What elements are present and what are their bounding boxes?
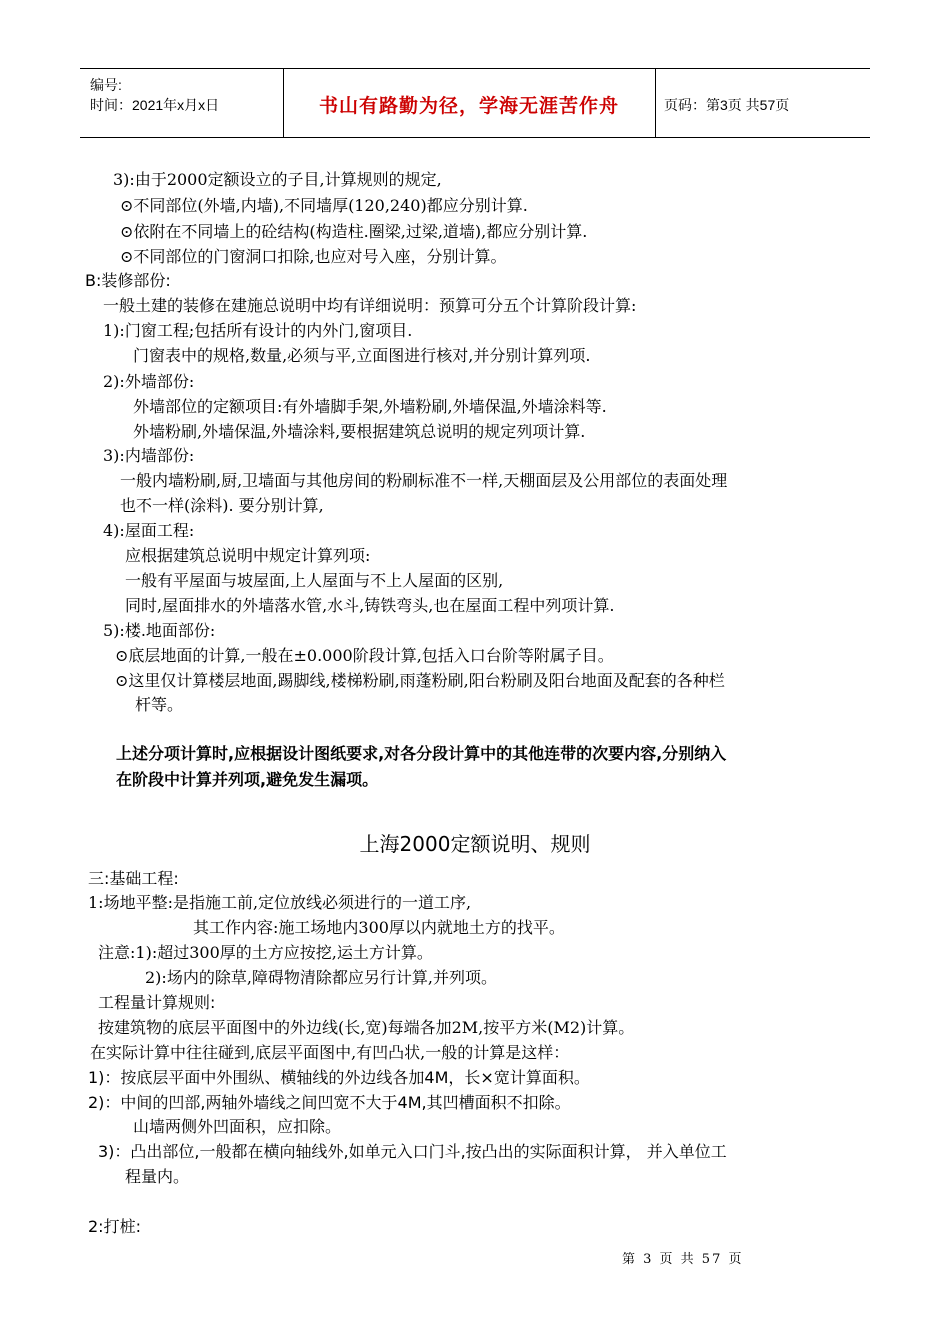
body-line: 3):内墙部份: <box>103 446 195 465</box>
page-footer: 第 3 页 共 57 页 <box>622 1252 744 1267</box>
summary-note: 上述分项计算时,应根据设计图纸要求,对各分段计算中的其他连带的次要内容,分别纳入 <box>116 744 727 763</box>
document-date: 时间：2021年x月x日 <box>90 97 220 113</box>
section-heading: 2:打桩: <box>88 1217 141 1236</box>
body-line: 2):场内的除草,障碍物清除都应另行计算,并列项。 <box>145 968 497 987</box>
body-line: 门窗表中的规格,数量,必须与平,立面图进行核对,并分别计算列项. <box>133 346 591 365</box>
header-motto: 书山有路勤为径，学海无涯苦作舟 <box>318 95 619 117</box>
body-line: 一般内墙粉刷,厨,卫墙面与其他房间的粉刷标准不一样,天棚面层及公用部位的表面处理 <box>120 471 728 490</box>
section-title: 上海2000定额说明、规则 <box>359 832 591 856</box>
body-line: 外墙部位的定额项目:有外墙脚手架,外墙粉刷,外墙保温,外墙涂料等. <box>133 397 607 416</box>
header-page-info: 页码：第3页 共57页 <box>664 97 790 113</box>
body-line: 3)：凸出部位,一般都在横向轴线外,如单元入口门斗,按凸出的实际面积计算， 并入单位工 <box>98 1142 727 1161</box>
body-line: ⊙不同部位(外墙,内墙),不同墙厚(120,240)都应分别计算. <box>120 196 528 215</box>
body-line: 同时,屋面排水的外墙落水管,水斗,铸铁弯头,也在屋面工程中列项计算. <box>125 596 615 615</box>
document-number-label: 编号: <box>90 77 122 93</box>
body-line: 1:场地平整:是指施工前,定位放线必须进行的一道工序, <box>88 893 472 912</box>
section-heading: B:装修部份: <box>85 271 171 290</box>
header-divider <box>655 69 656 137</box>
body-line: 程量内。 <box>125 1167 190 1186</box>
body-line: 1):门窗工程;包括所有设计的内外门,窗项目. <box>103 321 413 340</box>
body-line: 4):屋面工程: <box>103 521 195 540</box>
body-line: ⊙底层地面的计算,一般在±0.000阶段计算,包括入口台阶等附属子目。 <box>115 646 614 665</box>
body-line: 其工作内容:施工场地内300厚以内就地土方的找平。 <box>193 918 565 937</box>
body-line: 按建筑物的底层平面图中的外边线(长,宽)每端各加2M,按平方米(M2)计算。 <box>98 1018 635 1037</box>
subsection-heading: 工程量计算规则: <box>98 993 216 1012</box>
body-line: 外墙粉刷,外墙保温,外墙涂料,要根据建筑总说明的规定列项计算. <box>133 422 586 441</box>
body-line: 注意:1):超过300厚的土方应按挖,运土方计算。 <box>98 943 433 962</box>
body-line: 3):由于2000定额设立的子目,计算规则的规定, <box>113 170 442 189</box>
body-line: 一般土建的装修在建施总说明中均有详细说明：预算可分五个计算阶段计算: <box>103 296 637 315</box>
body-line: ⊙这里仅计算楼层地面,踢脚线,楼梯粉刷,雨蓬粉刷,阳台粉刷及阳台地面及配套的各种栏 <box>115 671 725 690</box>
header-meta <box>90 75 219 115</box>
body-line: ⊙依附在不同墙上的砼结构(构造柱.圈梁,过梁,道墙),都应分别计算. <box>120 222 588 241</box>
body-line: 1)：按底层平面中外围纵、横轴线的外边线各加4M，长×宽计算面积。 <box>88 1068 590 1087</box>
body-line: 2)：中间的凹部,两轴外墙线之间凹宽不大于4M,其凹槽面积不扣除。 <box>88 1093 571 1112</box>
body-line: ⊙不同部位的门窗洞口扣除,也应对号入座，分别计算。 <box>120 247 507 266</box>
body-line: 一般有平屋面与坡屋面,上人屋面与不上人屋面的区别, <box>125 571 504 590</box>
body-line: 也不一样(涂料). 要分别计算, <box>120 496 324 515</box>
summary-note: 在阶段中计算并列项,避免发生漏项。 <box>116 770 379 789</box>
body-line: 杆等。 <box>135 695 184 714</box>
body-line: 应根据建筑总说明中规定计算列项: <box>125 546 371 565</box>
page-header <box>80 68 870 138</box>
section-heading: 三:基础工程: <box>88 869 179 888</box>
body-line: 在实际计算中往往碰到,底层平面图中,有凹凸状,一般的计算是这样： <box>90 1043 570 1062</box>
body-line: 2):外墙部份: <box>103 372 195 391</box>
body-line: 山墙两侧外凹面积，应扣除。 <box>133 1117 342 1136</box>
body-line: 5):楼.地面部份: <box>103 621 216 640</box>
